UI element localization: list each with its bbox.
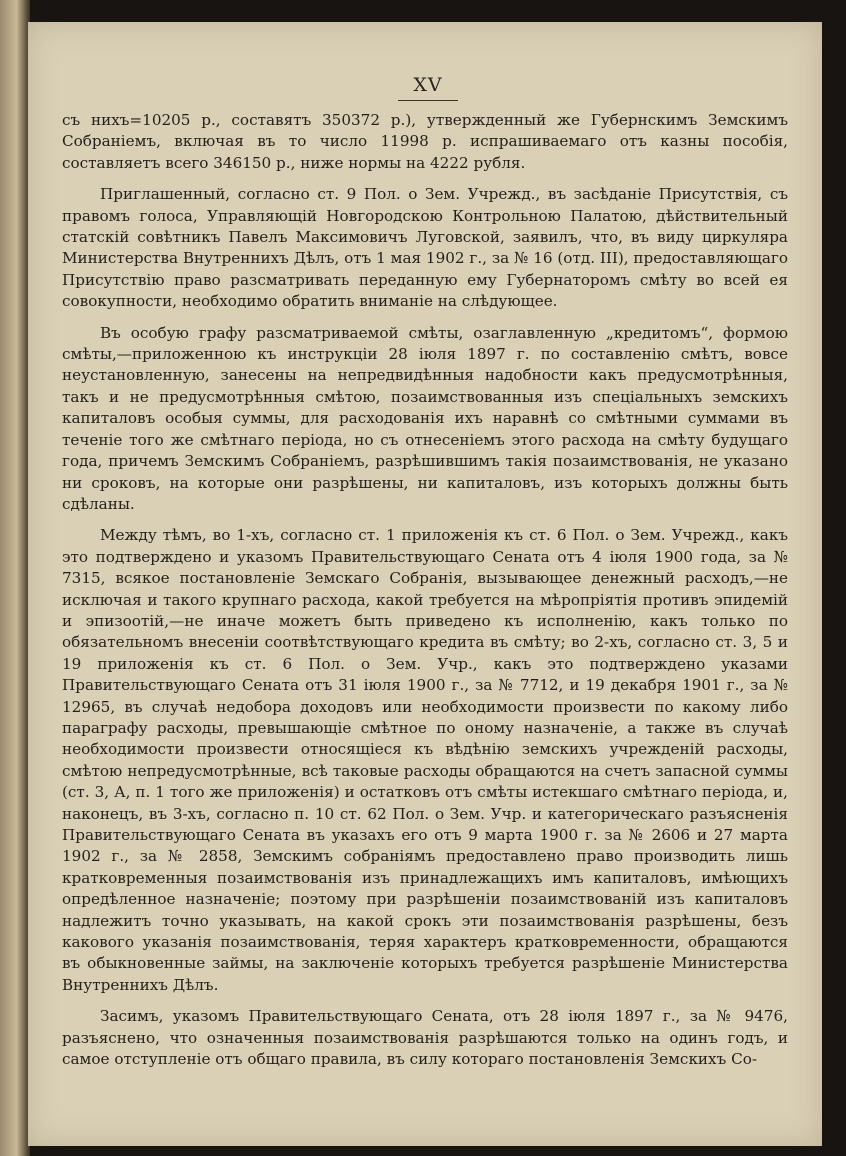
page-number: XV xyxy=(413,74,443,96)
page-body xyxy=(62,110,788,1080)
page-number-rule xyxy=(398,100,458,101)
book-spine xyxy=(0,0,30,1156)
paragraph-4: Между тѣмъ, во 1-хъ, согласно ст. 1 приложенія къ ст. 6 Пол. о Зем. Учрежд., какъ это подтверждено и указомъ Правительствующаго Сената отъ 4 іюля 1900 года, за № 7315, всякое постановленіе Земскаго Собранія, вызывающее денежный расходъ,—не исключая и такого крупнаго расхода, какой требуется на мѣропріятія противъ эпидемій и эпизоотій,—не иначе можетъ быть приведено къ исполненію, какъ только по обязательномъ внесеніи соотвѣтствующаго кредита въ смѣту; во 2-хъ, согласно ст. 3, 5 и 19 приложенія къ ст. 6 Пол. о Зем. Учр., какъ это подтверждено указами Правительствующаго Сената отъ 31 іюля 1900 г., за № 7712, и 19 декабря 1901 г., за № 12965, въ случаѣ недобора доходовъ или необходимости произвести по какому либо параграфу расходы, превышающіе смѣтное по оному назначеніе, а также въ случаѣ необходимости произвести относящіеся къ вѣдѣнію земскихъ учрежденій расходы, смѣтою непредусмотрѣнные, всѣ таковые расходы обращаются на счетъ запасной суммы (ст. 3, А, п. 1 того же приложенія) и остатковъ отъ смѣты истекшаго смѣтнаго періода, и, наконецъ, въ 3-хъ, согласно п. 10 ст. 62 Пол. о Зем. Учр. и категорическаго разъясненія Правительствующаго Сената въ указахъ его отъ 9 марта 1900 г. за № 2606 и 27 марта 1902 г., за № 2858, Земскимъ собраніямъ предоставлено право производить лишь кратковременныя позаимствованія изъ принадлежащихъ имъ капиталовъ, имѣющихъ опредѣленное назначеніе; поэтому при разрѣшеніи позаимствованій изъ капиталовъ надлежитъ точно указывать, на какой срокъ эти позаимствованія разрѣшены, безъ какового указанія позаимствованія, теряя характеръ кратковременности, обращаются въ обыкновенные займы, на заключеніе которыхъ требуется разрѣшеніе Министерства Внутреннихъ Дѣлъ. xyxy=(62,526,788,994)
paragraph-3: Въ особую графу разсматриваемой смѣты, озаглавленную „кредитомъ“, формою смѣты,—приложенною къ инструкціи 28 іюля 1897 г. по составленію смѣтъ, вовсе неустановленную, занесены на непредвидѣнныя надобности какъ предусмотрѣнныя, такъ и не предусмотрѣнныя смѣтою, позаимствованныя изъ спеціальныхъ земскихъ капиталовъ особыя суммы, для расходованія ихъ наравнѣ со смѣтными суммами въ теченіе того же смѣтнаго періода, но съ отнесеніемъ этого расхода на смѣту будущаго года, причемъ Земскимъ Собраніемъ, разрѣшившимъ такія позаимствованія, не указано ни сроковъ, на которые они разрѣшены, ни капиталовъ, изъ которыхъ должны быть сдѣланы. xyxy=(62,323,788,513)
paragraph-5: Засимъ, указомъ Правительствующаго Сената, отъ 28 іюля 1897 г., за № 9476, разъяснено, что означенныя позаимствованія разрѣшаются только на одинъ годъ, и самое отступленіе отъ общаго правила, въ силу котораго постановленія Земскихъ Со- xyxy=(62,1007,788,1069)
paragraph-1: съ нихъ=10205 р., составятъ 350372 р.), утвержденный же Губернскимъ Земскимъ Собраніемъ, включая въ то число 11998 р. испрашиваемаго отъ казны пособія, составляетъ всего 346150 р., ниже нормы на 4222 рубля. xyxy=(62,111,788,172)
document-page xyxy=(28,22,822,1146)
paragraph-2: Приглашенный, согласно ст. 9 Пол. о Зем. Учрежд., въ засѣданіе Присутствія, съ правомъ голоса, Управляющій Новгородскою Контрольною Палатою, дѣйствительный статскій совѣтникъ Павелъ Максимовичъ Луговской, заявилъ, что, въ виду циркуляра Министерства Внутреннихъ Дѣлъ, отъ 1 мая 1902 г., за № 16 (отд. III), предоставляющаго Присутствію право разсматривать переданную ему Губернаторомъ смѣту во всей ея совокупности, необходимо обратить вниманіе на слѣдующее. xyxy=(62,185,788,311)
